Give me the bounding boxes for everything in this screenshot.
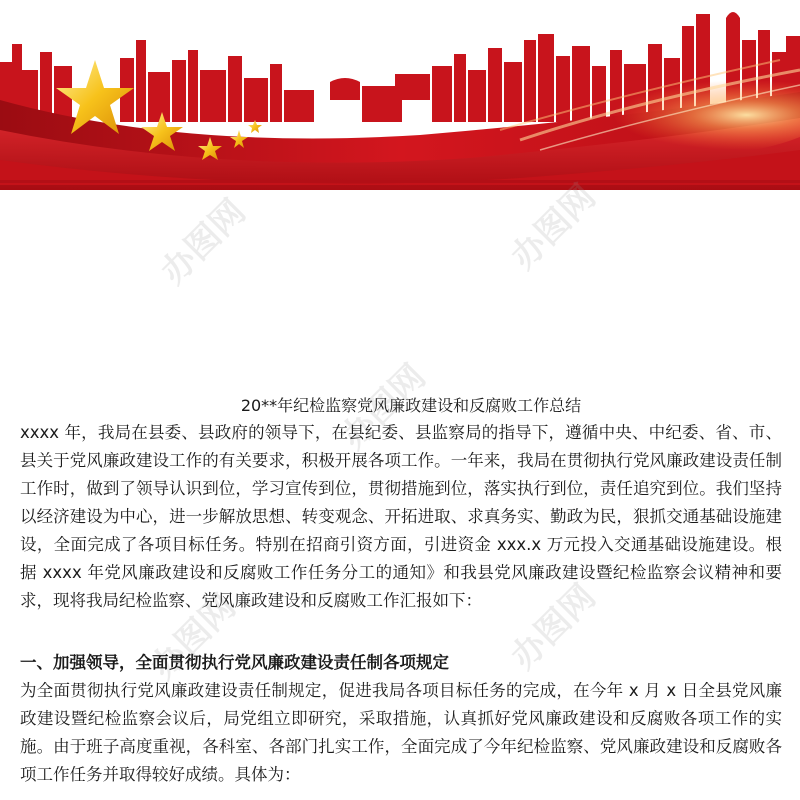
section-heading: 一、加强领导，全面贯彻执行党风廉政建设责任制各项规定 — [20, 653, 449, 672]
watermark-text: 办图网 — [503, 576, 604, 678]
document-title: 20**年纪检监察党风廉政建设和反腐败工作总结 — [240, 396, 582, 415]
intro-paragraph: xxxx 年，我局在县委、县政府的领导下，在县纪委、县监察局的指导下，遵循中央、中纪委、省、市、县关于党风廉政建设工作的有关要求，积极开展各项工作。一年来，我局在贯彻执行党风廉政建设责任制工作时，做到了领导认识到位，学习宣传到位，贯彻措施到位，落实执行到位，责任追究到位。我们坚持以经济建设为中心，进一步解放思想、转变观念、开拓进取、求真务实、勤政为民，狠抓交通基础设施建设，全面完成了各项目标任务。特别在招商引资方面，引进资金 xxx.x 万元投入交通基础设施建设。根据 xxxx 年党风廉政建设和反腐败工作任务分工的通知》和我县党风廉政建设暨纪检监察会议精神和要求，现将我局纪检监察、党风廉政建设和反腐败工作汇报如下： — [20, 423, 782, 610]
document-body — [20, 393, 782, 789]
watermark-text: 办图网 — [143, 586, 244, 688]
watermark-text: 办图网 — [333, 356, 434, 458]
header-banner — [0, 0, 800, 190]
watermark-text: 办图网 — [153, 191, 254, 293]
banner-graphic — [0, 0, 800, 190]
section-paragraph: 为全面贯彻执行党风廉政建设责任制规定，促进我局各项目标任务的完成，在今年 x 月 x 日全县党风廉政建设暨纪检监察会议后，局党组立即研究，采取措施，认真抓好党风廉政建设和反腐败各项工作的实施。由于班子高度重视，各科室、各部门扎实工作，全面完成了今年纪检监察、党风廉政建设和反腐败各项工作任务并取得较好成绩。具体为： — [20, 681, 782, 784]
watermark-text: 办图网 — [503, 176, 604, 278]
